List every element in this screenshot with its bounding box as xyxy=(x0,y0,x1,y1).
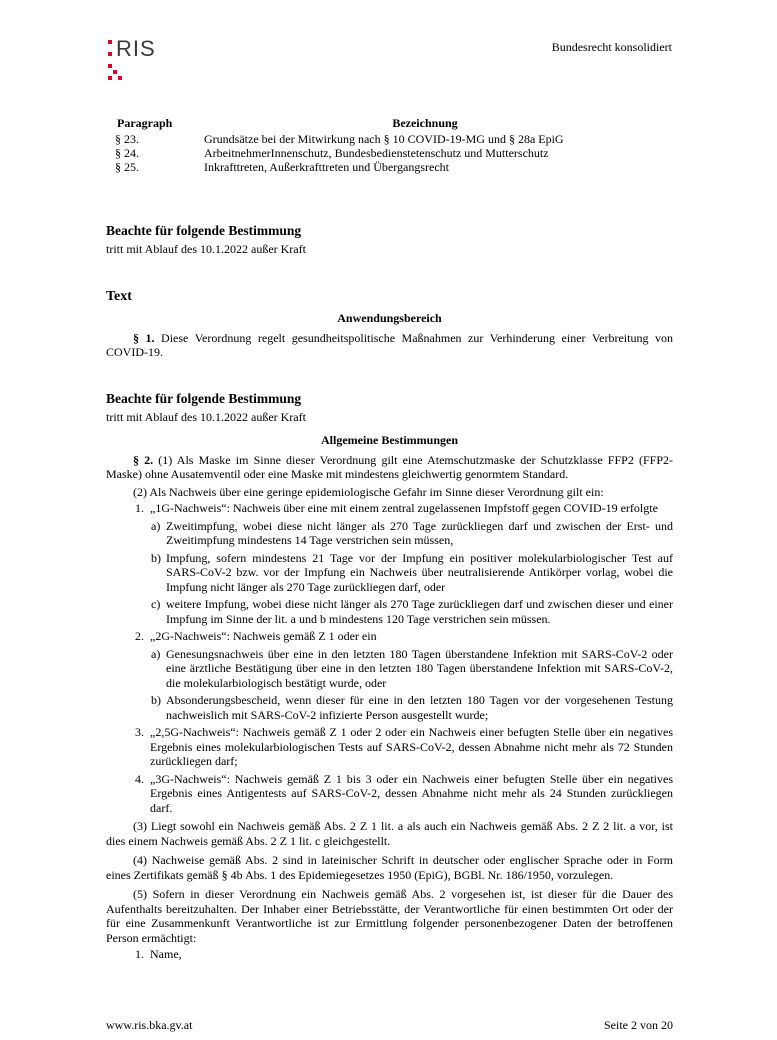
absatz-1 xyxy=(106,453,673,482)
list-item xyxy=(106,947,673,962)
list-number: 2. xyxy=(135,629,144,643)
list-item xyxy=(106,647,673,691)
row-title: ArbeitnehmerInnenschutz, Bundesbedienstetenschutz und Mutterschutz xyxy=(204,146,549,160)
logo-text: RIS xyxy=(116,36,156,61)
list-letter: b) xyxy=(151,693,161,707)
list-text: „2,5G-Nachweis“: Nachweis gemäß Z 1 oder 2 oder ein Nachweis einer befugten Stelle über ein negatives Ergebnis eines molekularbiologischen Tests auf SARS-CoV-2, dessen Abnahme nicht mehr als 72 Stunden zurückliegen darf; xyxy=(150,725,673,768)
row-number: § 25. xyxy=(115,160,139,174)
list-text: „2G-Nachweis“: Nachweis gemäß Z 1 oder ein xyxy=(150,629,377,643)
paragraph-label: § 1. xyxy=(133,330,155,345)
table-row xyxy=(108,160,673,174)
paragraph-label: § 2. xyxy=(133,452,154,467)
row-number: § 24. xyxy=(115,146,139,160)
list-item xyxy=(106,519,673,548)
table-row xyxy=(108,132,673,146)
logo-dot xyxy=(118,76,122,80)
row-title: Inkrafttreten, Außerkrafttreten und Übergangsrecht xyxy=(204,160,450,174)
beachte-note-2 xyxy=(106,392,673,424)
table-row xyxy=(108,146,673,160)
list-item xyxy=(106,597,673,626)
paragraph-text: (1) Als Maske im Sinne dieser Verordnung gilt eine Atemschutzmaske der Schutzklasse FFP2 (FFP2-Maske) ohne Ausatemventil oder eine Maske mit mindestens gleichwertig genormtem Standard. xyxy=(106,452,673,481)
list-item xyxy=(106,772,673,816)
page-number: Seite 2 von 20 xyxy=(604,1018,673,1032)
list-number: 3. xyxy=(135,725,144,739)
section-title: Allgemeine Bestimmungen xyxy=(321,433,458,447)
paragraph-table xyxy=(108,116,673,174)
header-label: Bundesrecht konsolidiert xyxy=(551,40,672,54)
list-text: Impfung, sofern mindestens 21 Tage vor der Impfung ein positiver molekularbiologischer Test auf SARS-CoV-2 bzw. vor der Impfung ein Nachweis über neutralisierende Antikörper vorlag, wobei die Impfung nicht länger als 270 Tage zurückliegen darf, oder xyxy=(166,550,673,594)
list-number: 4. xyxy=(135,771,144,786)
col-header-bezeichnung: Bezeichnung xyxy=(392,116,458,130)
list-text: weitere Impfung, wobei diese nicht länger als 270 Tage zurückliegen darf und zwischen dieser und einer Impfung im Sinne der lit. a und b mindestens 120 Tage verstrichen sein müssen. xyxy=(166,597,673,626)
row-number: § 23. xyxy=(115,132,139,146)
logo-dot xyxy=(108,76,112,80)
beachte-heading: Beachte für folgende Bestimmung xyxy=(106,391,302,406)
paragraph-text: Diese Verordnung regelt gesundheitspolitische Maßnahmen zur Verhinderung einer Verbreitung von COVID-19. xyxy=(106,330,673,359)
list-text: Genesungsnachweis über eine in den letzten 180 Tagen überstandene Infektion mit SARS-CoV-2 oder eine ärztliche Bestätigung über eine in den letzten 180 Tagen überstandene Infektion mit SARS-CoV-2, die molekularbiologisch bestätigt wurde, oder xyxy=(166,646,673,690)
beachte-text: tritt mit Ablauf des 10.1.2022 außer Kraft xyxy=(106,409,306,424)
absatz-5: (5) Sofern in dieser Verordnung ein Nachweis gemäß Abs. 2 vorgesehen ist, ist dieser für die Dauer des Aufenthalts bereitzuhalten. Der Inhaber einer Betriebsstätte, der Verantwortliche für einen bestimmten Ort oder der für eine Zusammenkunft Verantwortliche ist zur Ermittlung folgender personenbezogener Daten der betroffenen Person ermächtigt: xyxy=(106,887,673,945)
list-text: Zweitimpfung, wobei diese nicht länger als 270 Tage zurückliegen darf und zwischen der Erst- und Zweitimpfung mindestens 14 Tage verstrichen sein müssen, xyxy=(166,518,673,547)
list-letter: c) xyxy=(151,597,161,611)
section-paragraph xyxy=(106,331,673,360)
beachte-text: tritt mit Ablauf des 10.1.2022 außer Kraft xyxy=(106,241,306,256)
list-letter: a) xyxy=(151,646,161,661)
beachte-heading: Beachte für folgende Bestimmung xyxy=(106,223,302,238)
absatz-3: (3) Liegt sowohl ein Nachweis gemäß Abs. 2 Z 1 lit. a als auch ein Nachweis gemäß Abs. 2 Z 2 lit. a vor, ist dies einem Nachweis gemäß Abs. 2 Z 1 lit. c gleichgestellt. xyxy=(106,819,673,848)
section-2 xyxy=(106,433,673,962)
table-header xyxy=(108,116,673,130)
list-text: Name, xyxy=(150,947,182,961)
ris-logo xyxy=(108,38,168,84)
list-item xyxy=(106,725,673,769)
col-header-paragraph: Paragraph xyxy=(117,116,173,130)
list-number: 1. xyxy=(135,501,144,515)
section-1 xyxy=(106,311,673,360)
beachte-note-1 xyxy=(106,224,673,256)
logo-dot xyxy=(108,52,112,56)
footer-url: www.ris.bka.gv.at xyxy=(106,1018,193,1032)
row-title: Grundsätze bei der Mitwirkung nach § 10 COVID-19-MG und § 28a EpiG xyxy=(204,132,564,146)
absatz-4: (4) Nachweise gemäß Abs. 2 sind in lateinischer Schrift in deutscher oder englischer Sprache oder in Form eines Zertifikats gemäß § 4b Abs. 1 des Epidemiegesetzes 1950 (EpiG), BGBl. Nr. 186/1950, vorzulegen. xyxy=(106,853,673,882)
section-title: Anwendungsbereich xyxy=(337,311,442,325)
logo-dot xyxy=(108,40,112,44)
absatz-2: (2) Als Nachweis über eine geringe epidemiologische Gefahr im Sinne dieser Verordnung gilt ein: xyxy=(133,484,604,499)
list-item xyxy=(106,693,673,722)
list-text: Absonderungsbescheid, wenn dieser für eine in den letzten 180 Tagen vor der vorgesehenen Testung nachweislich mit SARS-CoV-2 infizierte Person ausgestellt wurde; xyxy=(166,693,673,722)
list-letter: a) xyxy=(151,518,161,533)
list-item xyxy=(106,629,673,644)
list-item xyxy=(106,551,673,595)
list-text: „1G-Nachweis“: Nachweis über eine mit einem zentral zugelassenen Impfstoff gegen COVID-19 erfolgte xyxy=(150,501,658,515)
list-text: „3G-Nachweis“: Nachweis gemäß Z 1 bis 3 oder ein Nachweis einer befugten Stelle über ein negatives Ergebnis eines Antigentests auf SARS-CoV-2, dessen Abnahme nicht mehr als 24 Stunden zurückliegen darf. xyxy=(150,771,673,815)
logo-dot xyxy=(108,64,112,68)
logo-dot xyxy=(113,70,117,74)
text-heading: Text xyxy=(106,289,132,304)
list-letter: b) xyxy=(151,550,161,565)
list-number: 1. xyxy=(135,947,144,961)
list-item xyxy=(106,501,673,516)
